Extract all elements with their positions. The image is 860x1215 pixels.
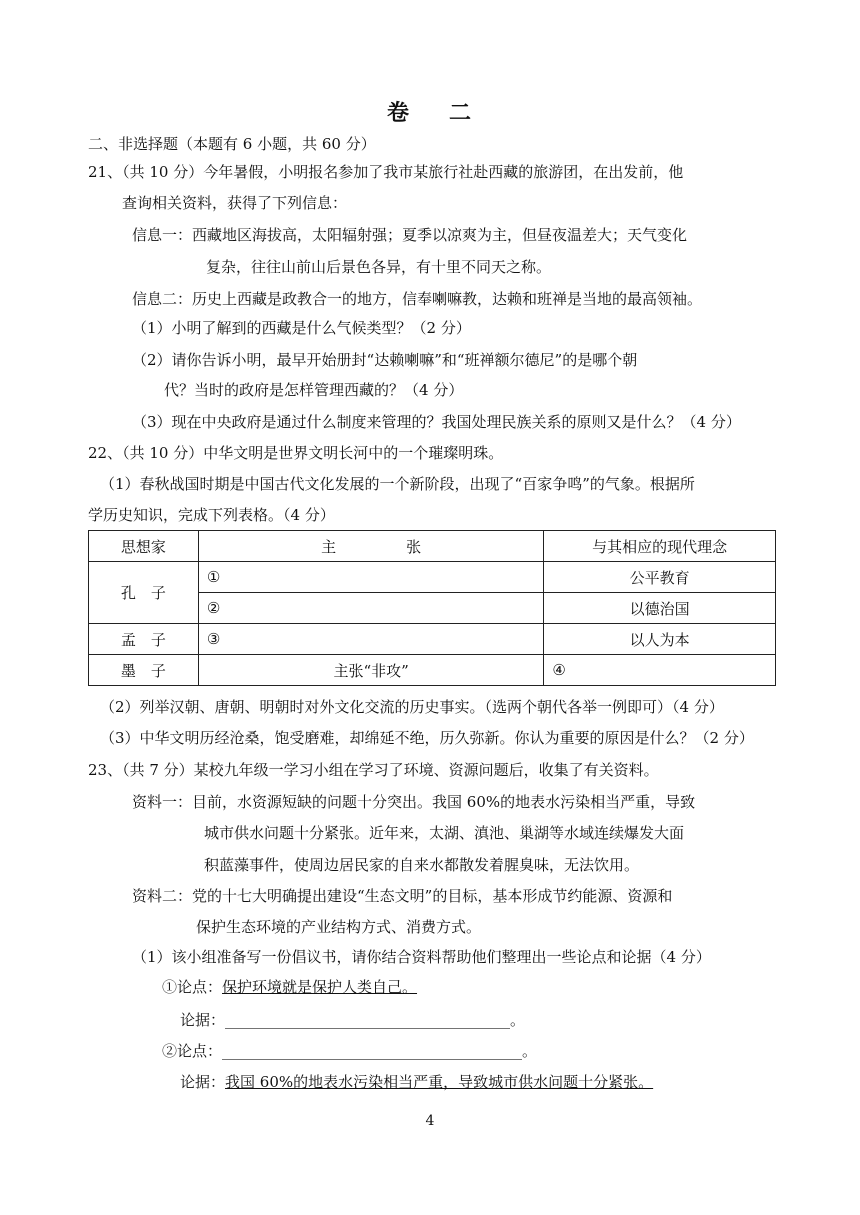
thinker-mengzi: 孟 子 [89, 624, 199, 655]
q23-material1-line1: 资料一：目前，水资源短缺的问题十分突出。我国 60%的地表水污染相当严重，导致 [132, 793, 696, 811]
header-thinker: 思想家 [89, 531, 199, 562]
q22-stem: 22、（共 10 分）中华文明是世界文明长河中的一个璀璨明珠。 [88, 444, 504, 462]
thinkers-table [88, 530, 776, 686]
modern-cell: ④ [544, 655, 776, 686]
q23-material2-line1: 资料二：党的十七大明确提出建设“生态文明”的目标，基本形成节约能源、资源和 [132, 887, 673, 905]
modern-cell: 公平教育 [544, 562, 776, 593]
evidence-1-end: 。 [510, 1011, 526, 1029]
q22-sub1-line1: （1）春秋战国时期是中国古代文化发展的一个新阶段，出现了“百家争鸣”的气象。根据所 [100, 475, 695, 493]
table-header-row [89, 531, 776, 562]
table-row [89, 562, 776, 593]
q21-info1-line2: 复杂，往往山前山后景色各异，有十里不同天之称。 [206, 258, 552, 276]
q23-stem: 23、（共 7 分）某校九年级一学习小组在学习了环境、资源问题后，收集了有关资料。 [88, 761, 659, 779]
title-left: 卷 [386, 100, 411, 126]
evidence-1-label: 论据： [180, 1011, 226, 1029]
argument-2 [162, 1041, 537, 1061]
header-modern: 与其相应的现代理念 [544, 531, 776, 562]
argument-2-label: ②论点： [162, 1042, 223, 1060]
thinker-kongzi: 孔 子 [89, 562, 199, 624]
q21-sub2-line1: （2）请你告诉小明，最早开始册封“达赖喇嘛”和“班禅额尔德尼”的是哪个朝 [132, 351, 638, 369]
table-row [89, 655, 776, 686]
evidence-1 [180, 1010, 525, 1030]
title-right: 二 [449, 100, 474, 126]
header-claim-left: 主 [321, 537, 337, 556]
q22-sub3: （3）中华文明历经沧桑，饱受磨难，却绵延不绝，历久弥新。你认为重要的原因是什么？（2 分） [100, 729, 754, 747]
page-number: 4 [425, 1113, 435, 1129]
q23-sub1: （1）该小组准备写一份倡议书，请你结合资料帮助他们整理出一些论点和论据（4 分） [132, 948, 711, 966]
q22-sub1-line2: 学历史知识，完成下列表格。（4 分） [88, 506, 335, 524]
q21-info2: 信息二：历史上西藏是政教合一的地方，信奉喇嘛教，达赖和班禅是当地的最高领袖。 [132, 290, 703, 308]
evidence-2-value: 我国 60%的地表水污染相当严重，导致城市供水问题十分紧张。 [225, 1073, 654, 1091]
evidence-1-blank[interactable]: ______________________________________ [225, 1011, 511, 1029]
section-header: 二、非选择题（本题有 6 小题，共 60 分） [88, 135, 376, 153]
section-title [0, 96, 860, 127]
q23-material1-line3: 积蓝藻事件，使周边居民家的自来水都散发着腥臭味，无法饮用。 [204, 856, 640, 874]
claim-cell: 主张“非攻” [198, 655, 544, 686]
q21-sub3: （3）现在中央政府是通过什么制度来管理的？我国处理民族关系的原则又是什么？（4 分） [132, 413, 741, 431]
q21-stem-line2: 查询相关资料，获得了下列信息： [122, 194, 348, 212]
modern-cell: 以人为本 [544, 624, 776, 655]
thinker-mozi: 墨 子 [89, 655, 199, 686]
argument-1 [162, 977, 417, 997]
table-row [89, 624, 776, 655]
argument-2-blank[interactable]: ________________________________________ [222, 1042, 523, 1060]
evidence-2-label: 论据： [180, 1073, 226, 1091]
argument-1-label: ①论点： [162, 978, 223, 996]
q23-material2-line2: 保护生态环境的产业结构方式、消费方式。 [196, 918, 482, 936]
evidence-2 [180, 1072, 653, 1092]
claim-cell: ③ [198, 624, 544, 655]
q22-sub2: （2）列举汉朝、唐朝、明朝时对外文化交流的历史事实。（选两个朝代各举一例即可）（4 分） [100, 698, 724, 716]
modern-cell: 以德治国 [544, 593, 776, 624]
q21-sub1: （1）小明了解到的西藏是什么气候类型？（2 分） [132, 319, 471, 337]
q21-sub2-line2: 代？当时的政府是怎样管理西藏的？（4 分） [164, 381, 464, 399]
argument-2-end: 。 [522, 1042, 538, 1060]
q21-stem-line1: 21、（共 10 分）今年暑假，小明报名参加了我市某旅行社赴西藏的旅游团，在出发前，他 [88, 163, 684, 181]
claim-cell: ② [198, 593, 544, 624]
argument-1-value: 保护环境就是保护人类自己。 [222, 978, 418, 996]
q23-material1-line2: 城市供水问题十分紧张。近年来，太湖、滇池、巢湖等水域连续爆发大面 [204, 824, 685, 842]
claim-cell: ① [198, 562, 544, 593]
header-claim-right: 张 [406, 537, 422, 556]
header-claim [198, 531, 544, 562]
q21-info1-line1: 信息一：西藏地区海拔高，太阳辐射强；夏季以凉爽为主，但昼夜温差大；天气变化 [132, 226, 688, 244]
